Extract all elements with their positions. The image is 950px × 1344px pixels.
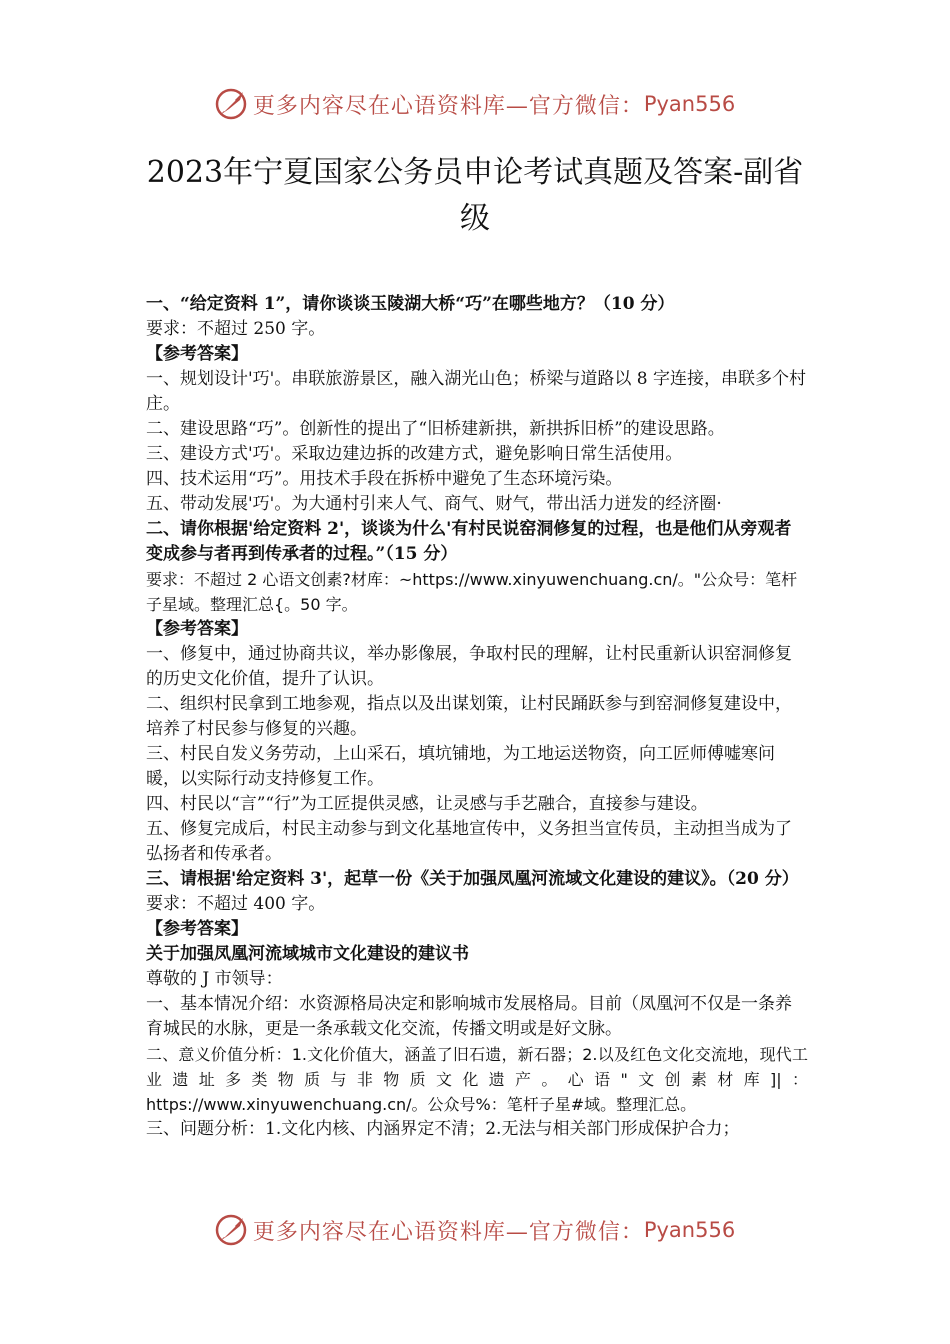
paragraph: 【参考答案】 — [146, 919, 248, 939]
banner-text: 更多内容尽在心语资料库—官方微信： — [252, 1219, 644, 1245]
paragraph: 要求：不超过 400 字。 — [146, 894, 326, 914]
paragraph: 要求：不超过 250 字。 — [146, 319, 326, 339]
paragraph: 三、问题分析：1.文化内核、内涵界定不清；2.无法与相关部门形成保护合力； — [146, 1119, 740, 1139]
paragraph: 三、请根据'给定资料 3'，起草一份《关于加强凤凰河流域文化建设的建议》。（20 分） — [146, 869, 799, 889]
document-body — [146, 292, 808, 1142]
paragraph: 【参考答案】 — [146, 619, 248, 639]
paragraph: 一、修复中，通过协商共议，举办影像展，争取村民的理解，让村民重新认识窑洞修复的历史文化价值，提升了认识。 — [146, 644, 792, 689]
page-title: 2023年宁夏国家公务员申论考试真题及答案-副省级 — [146, 155, 804, 236]
paragraph: 关于加强凤凰河流域城市文化建设的建议书 — [146, 944, 469, 964]
paragraph: 一、规划设计'巧'。串联旅游景区，融入湖光山色；桥梁与道路以 8 字连接，串联多个村庄。 — [146, 369, 806, 414]
paragraph: 三、村民自发义务劳动，上山采石，填坑铺地，为工地运送物资，向工匠师傅嘘寒问暖，以实际行动支持修复工作。 — [146, 744, 775, 789]
paragraph: 一、“给定资料 1”，请你谈谈玉陵湖大桥“巧”在哪些地方？（10 分） — [146, 294, 675, 314]
wechat-id: Pyan556 — [643, 92, 736, 116]
paragraph: 二、请你根据'给定资料 2'，谈谈为什么'有村民说窑洞修复的过程，也是他们从旁观者变成参与者再到传承者的过程。”（15 分） — [146, 519, 792, 564]
quill-logo-icon — [215, 87, 249, 121]
quill-logo-icon — [215, 1213, 249, 1247]
banner-text: 更多内容尽在心语资料库—官方微信： — [252, 93, 644, 119]
paragraph: 五、带动发展'巧'。为大通村引来人气、商气、财气，带出活力迸发的经济圈· — [146, 494, 722, 514]
paragraph: 二、组织村民拿到工地参观，指点以及出谋划策，让村民踊跃参与到窑洞修复建设中，培养了村民参与修复的兴趣。 — [146, 694, 792, 739]
paragraph: 四、技术运用“巧”。用技术手段在拆桥中避免了生态环境污染。 — [146, 469, 623, 489]
paragraph: 【参考答案】 — [146, 344, 248, 364]
paragraph: 三、建设方式'巧'。采取边建边拆的改建方式，避免影响日常生活使用。 — [146, 444, 683, 464]
paragraph: 二、建设思路“巧”。创新性的提出了“旧桥建新拱，新拱拆旧桥”的建设思路。 — [146, 419, 725, 439]
paragraph: 尊敬的 J 市领导： — [146, 969, 283, 989]
paragraph: 五、修复完成后，村民主动参与到文化基地宣传中，义务担当宣传员，主动担当成为了弘扬者和传承者。 — [146, 819, 792, 864]
header-banner — [0, 84, 950, 124]
paragraph: 要求：不超过 2 心语文创素?材库：~https://www.xinyuwenchuang.cn/。"公众号：笔杆子星域。整理汇总{。50 字。 — [146, 570, 798, 614]
paragraph: 四、村民以“言”“行”为工匠提供灵感，让灵感与手艺融合，直接参与建设。 — [146, 794, 708, 814]
paragraph: 一、基本情况介绍：水资源格局决定和影响城市发展格局。目前（凤凰河不仅是一条养育城民的水脉，更是一条承载文化交流，传播文明或是好文脉。 — [146, 994, 792, 1039]
wechat-id: Pyan556 — [643, 1218, 736, 1242]
paragraph: 二、意义价值分析：1.文化价值大，涵盖了旧石遗，新石器；2.以及红色文化交流地，现代工业遗址多类物质与非物质文化遗产。心语"文创素材库]|：https://www.xinyuwenchuang.cn/。公众号%：笔杆子星#域。整理汇总。 — [146, 1045, 808, 1114]
footer-banner — [0, 1210, 950, 1250]
